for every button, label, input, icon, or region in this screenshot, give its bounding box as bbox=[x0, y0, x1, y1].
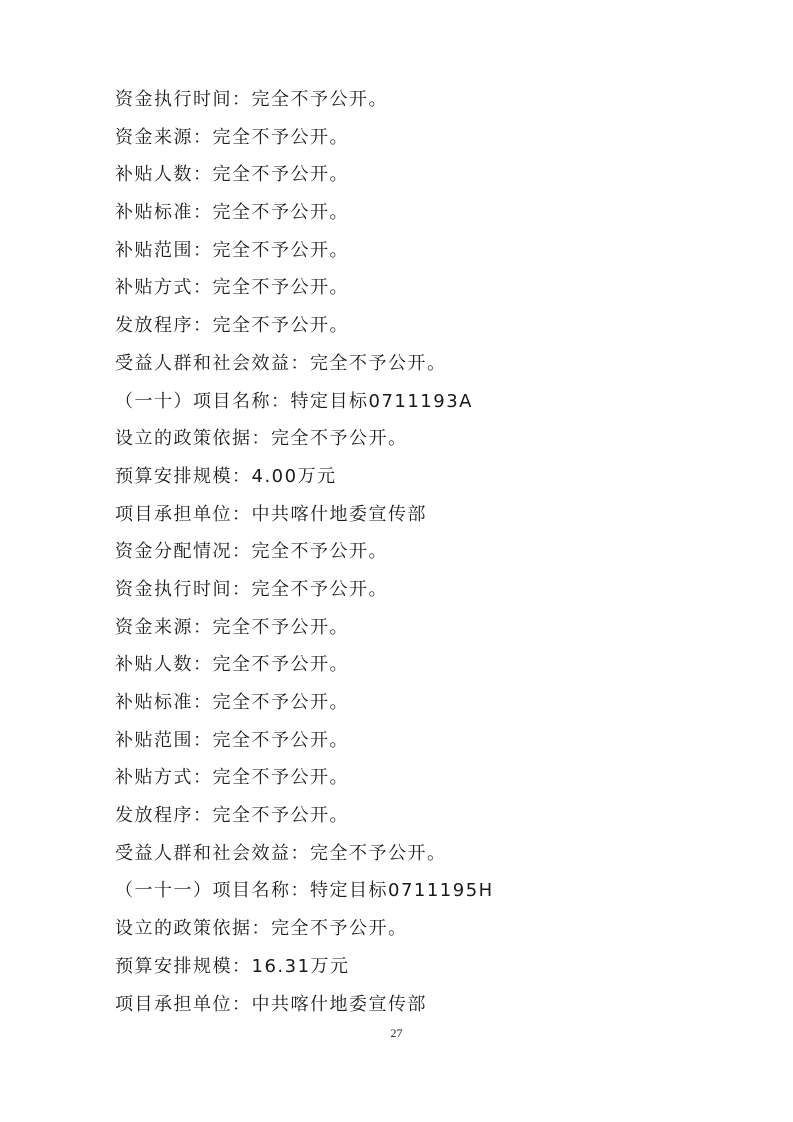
text-line: 发放程序：完全不予公开。 bbox=[115, 805, 349, 827]
text-line: 设立的政策依据：完全不予公开。 bbox=[115, 918, 408, 940]
text-line: 补贴范围：完全不予公开。 bbox=[115, 239, 349, 261]
text-line: 受益人群和社会效益：完全不予公开。 bbox=[115, 352, 447, 374]
text-line: 资金执行时间：完全不予公开。 bbox=[115, 578, 388, 600]
text-line: 补贴标准：完全不予公开。 bbox=[115, 202, 349, 224]
text-line: 发放程序：完全不予公开。 bbox=[115, 315, 349, 337]
text-line: 补贴方式：完全不予公开。 bbox=[115, 767, 349, 789]
text-line: 资金执行时间：完全不予公开。 bbox=[115, 89, 388, 110]
text-line: 补贴范围：完全不予公开。 bbox=[115, 729, 349, 751]
text-line: 资金来源：完全不予公开。 bbox=[115, 616, 349, 638]
text-line: 补贴人数：完全不予公开。 bbox=[115, 164, 349, 186]
text-line: 受益人群和社会效益：完全不予公开。 bbox=[115, 842, 447, 864]
section-heading: （一十一）项目名称：特定目标0711195H bbox=[115, 880, 494, 902]
text-line: 资金来源：完全不予公开。 bbox=[115, 126, 349, 148]
text-line: 补贴方式：完全不予公开。 bbox=[115, 277, 349, 299]
text-line: 项目承担单位：中共喀什地委宣传部 bbox=[115, 503, 427, 525]
section-heading: （一十）项目名称：特定目标0711193A bbox=[115, 390, 473, 412]
text-line: 设立的政策依据：完全不予公开。 bbox=[115, 428, 408, 450]
text-line: 补贴标准：完全不予公开。 bbox=[115, 692, 349, 713]
text-line: 补贴人数：完全不予公开。 bbox=[115, 654, 349, 676]
text-line: 预算安排规模：4.00万元 bbox=[115, 465, 337, 487]
page-number: 27 bbox=[390, 1026, 403, 1040]
text-line: 项目承担单位：中共喀什地委宣传部 bbox=[115, 993, 427, 1015]
text-line: 预算安排规模：16.31万元 bbox=[115, 955, 350, 977]
document-body bbox=[115, 85, 755, 1027]
text-line: 资金分配情况：完全不予公开。 bbox=[115, 541, 388, 563]
